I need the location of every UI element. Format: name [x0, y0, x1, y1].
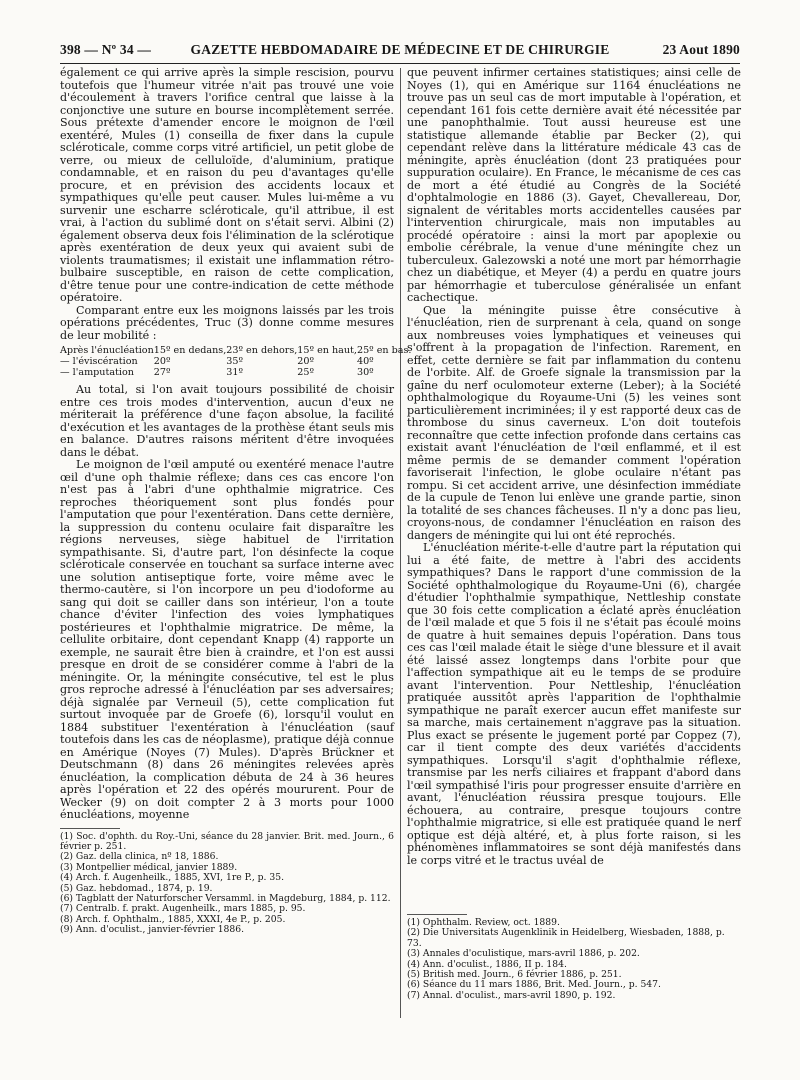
paragraph: Au total, si l'on avait toujours possibilité de choisir entre ces trois modes d'intervention, aucun d'eux ne mériterait la préférence d'une façon absolue, la facilité d'exécution et les avantages de la prothèse étant seuls mis en balance. D'autres raisons méritent d'être invoquées dans le débat. [60, 383, 394, 459]
footnote: (7) Annal. d'oculist., mars-avril 1890, p. 192. [407, 989, 616, 1001]
mobility-table [60, 345, 411, 378]
footnote: (7) Centralb. f. prakt. Augenheilk., mars 1885, p. 95. [60, 903, 306, 915]
table-cell: 40º [356, 356, 374, 367]
table-cell: 35º [226, 356, 244, 367]
table-cell: — l'amputation [60, 367, 134, 378]
footnote: (2) Gaz. della clinica, nº 18, 1886. [60, 851, 219, 863]
paragraph: Comparant entre eux les moignons laissés par les trois opérations précédentes, Truc (3) donne comme mesures de leur mobilité : [60, 303, 394, 342]
footnote-rule [60, 828, 120, 829]
footnotes [407, 918, 741, 1001]
table-cell: Après l'énucléation [60, 345, 154, 356]
header-rule [60, 63, 740, 64]
right-column [407, 67, 741, 867]
footnote: (4) Ann. d'oculist., 1886, II p. 184. [407, 958, 567, 970]
footnote: (1) Soc. d'ophth. du Roy.-Uni, séance du 28 janvier. Brit. med. Journ., 6 février p. 251. [60, 830, 394, 852]
paragraph: Le moignon de l'œil amputé ou exentéré menace l'autre œil d'une oph thalmie réflexe; dans ces cas encore l'on n'est pas à l'abri d'une ophthalmie migratrice. Ces reproches théoriquement sont plus fondés pour l'amputation que pour l'exentération. Dans cette dernière, la suppression du contenu oculaire fait disparaître les régions nerveuses, siège habituel de l'irritation sympathisante. Si, d'autre part, l'on désinfecte la coque scléroticale conservée en touchant sa surface interne avec une solution antiseptique forte, voire même avec le thermo-cautère, si l'on incorpore un peu d'iodoforme au sang qui doit se cailler dans son intérieur, l'on a toute chance d'éviter l'infection des voies lymphatiques postérieures et l'ophthalmie migratrice. De même, la cellulite orbitaire, dont cependant Knapp (4) rapporte un exemple, ne saurait être bien à craindre, et l'on est aussi presque en droit de se considérer comme à l'abri de la méningite. Or, la méningite consécutive, tel est le plus gros reproche adressé à l'énucléation par ses adversaires; déjà signalée par Verneuil (5), cette complication fut surtout invoquée par de Groefe (6), lorsqu'il voulut en 1884 substituer l'exentération à l'énucléation (sauf toutefois dans les cas de néoplasme), pratique déjà connue en Amérique (Noyes (7) Mules). D'après Brückner et Deutschmann (8) dans 26 méningites relevées après énucléation, la complication débuta de 24 à 36 heures après l'opération et 22 des opérés moururent. Pour de Wecker (9) on doit compter 2 à 3 morts pour 1000 énucléations, moyenne [60, 458, 394, 821]
table-cell: 20º [153, 356, 171, 367]
table-row [60, 345, 411, 356]
footnote: (3) Annales d'oculistique, mars-avril 1886, p. 202. [407, 948, 640, 960]
page-number: 398 — Nº 34 — [60, 42, 152, 57]
footnote: (5) Gaz. hebdomad., 1874, p. 19. [60, 882, 213, 894]
footnote-rule [407, 914, 467, 915]
table-row [60, 356, 411, 367]
running-header [60, 42, 740, 62]
paragraph: Que la méningite puisse être consécutive à l'énucléation, rien de surprenant à cela, quand on songe aux nombreuses voies lymphatiques et veineuses qui s'offrent à la propagation de l'infection. Rarement, en effet, cette dernière se fait par inflammation du contenu de l'orbite. Alf. de Groefe signale la transmission par la gaîne du nerf oculomoteur externe (Leber); à la Société ophthalmologique du Royaume-Uni (5) les veines sont particulièrement incriminées; il y est rapporté deux cas de thrombose du sinus caverneux. L'on doit toutefois reconnaître que cette infection profonde dans certains cas existait avant l'énucléation de l'œil enflammé, et il est même permis de se demander comment l'opération favoriserait l'infection, le globe oculaire n'étant pas rompu. Si cet accident arrive, une désinfection immédiate de la cupule de Tenon lui enlève une grande partie, sinon la totalité de ses chances fâcheuses. Il n'y a donc pas lieu, croyons-nous, de condamner l'énucléation en raison des dangers de méningite qui lui ont été reprochés. [407, 303, 741, 542]
issue-date: 23 Aout 1890 [662, 42, 740, 57]
footnote: (9) Ann. d'oculist., janvier-février 1886. [60, 924, 245, 936]
footnote: (8) Arch. f. Ophthalm., 1885, XXXI, 4e P., p. 205. [60, 913, 286, 925]
footnote: (6) Tagblatt der Naturforscher Versamml. in Magdeburg, 1884, p. 112. [60, 892, 391, 904]
table-cell: 30º [356, 367, 374, 378]
table-cell: 25º en bas. [356, 345, 412, 356]
left-column [60, 66, 412, 936]
journal-title: GAZETTE HEBDOMADAIRE DE MÉDECINE ET DE CHIRURGIE [190, 42, 610, 57]
column-divider [400, 68, 401, 1018]
paragraph: L'énucléation mérite-t-elle d'autre part la réputation qui lui a été faite, de mettre à l'abri des accidents sympathiques? Dans le rapport d'une commission de la Société ophthalmologique du Royaume-Uni (6), chargée d'étudier l'ophthalmie sympathique, Nettleship constate que 30 fois cette complication a éclaté après énucléation de l'œil malade et que 5 fois il ne s'était pas écoulé moins de quatre à huit semaines depuis l'opération. Dans tous ces cas l'œil malade était le siège d'une blessure et il avait été laissé assez longtemps dans l'orbite pour que l'affection sympathique ait eu le temps de se produire avant l'intervention. Pour Nettleship, l'énucléation pratiquée aussitôt après l'apparition de l'ophthalmie sympathique ne paraît exercer aucun effet manifeste sur sa marche, mais certainement n'aggrave pas la situation. Plus exact se présente le jugement porté par Coppez (7), car il tient compte des deux variétés d'accidents sympathiques. Lorsqu'il s'agit d'ophthalmie réflexe, transmise par les nerfs ciliaires et frappant d'abord dans l'œil sympathisé l'iris pour progresser ensuite d'arrière en avant, l'énucléation réussira presque toujours. Elle échouera, au contraire, presque toujours contre l'ophthalmie migratrice, si elle est pratiquée quand le nerf optique est déjà altéré, et, à plus forte raison, si les phénomènes inflammatoires se sont déjà manifestés dans le corps vitré et le tractus uvéal de [407, 541, 741, 867]
table-cell: 15º en dedans, [153, 345, 227, 356]
table-cell: 25º [297, 367, 315, 378]
footnotes [60, 832, 394, 936]
footnote: (5) British med. Journ., 6 février 1886, p. 251. [407, 969, 622, 981]
table-cell: 15º en haut, [297, 345, 357, 356]
footnote: (1) Ophthalm. Review, oct. 1889. [407, 917, 560, 928]
right-footnotes-block [407, 908, 741, 1001]
table-cell: 27º [153, 367, 171, 378]
table-cell: 31º [226, 367, 244, 378]
footnote: (4) Arch. f. Augenheilk., 1885, XVI, 1re P., p. 35. [60, 872, 285, 884]
footnote: (2) Die Universitats Augenklinik in Heidelberg, Wiesbaden, 1888, p. 73. [407, 927, 725, 949]
footnote: (6) Séance du 11 mars 1886, Brit. Med. Journ., p. 547. [407, 979, 661, 991]
table-row [60, 367, 411, 378]
footnote: (3) Montpellier médical, janvier 1889. [60, 861, 238, 873]
table-cell: 23º en dehors, [226, 345, 298, 356]
table-cell: — l'éviscération [60, 356, 138, 367]
paragraph: également ce qui arrive après la simple rescision, pourvu toutefois que l'humeur vitrée n'ait pas trouvé une voie d'écoulement à travers l'orifice central que laisse à la conjonctive une suture en bourse incomplètement serrée. Sous prétexte d'amender encore le moignon de l'œil exentéré, Mules (1) conseilla de fixer dans la cupule scléroticale, comme corps vitré artificiel, un petit globe de verre, ou mieux de celluloïde, d'aluminium, pratique condamnable, et en raison du peu d'avantages qu'elle procure, et en prévision des accidents locaux et sympathiques qu'elle peut causer. Mules lui-même a vu survenir une escharre scléroticale, qu'il attribue, il est vrai, à l'action du sublimé dont on s'était servi. Albini (2) également observa deux fois l'élimination de la sclérotique après exentération de deux yeux qui avaient subi de violents traumatismes; il existait une inflammation rétro-bulbaire susceptible, en raison de cette complication, d'être tenue pour une contre-indication de cette méthode opératoire. [60, 66, 394, 304]
table-cell: 20º [297, 356, 315, 367]
paragraph: que peuvent infirmer certaines statistiques; ainsi celle de Noyes (1), qui en Amérique sur 1164 énucléations ne trouve pas un seul cas de mort imputable à l'opération, et cependant 161 fois cette dernière avait été nécessitée par une panophthalmie. Tout aussi heureuse est une statistique allemande établie par Becker (2), qui cependant relève dans la littérature médicale 43 cas de méningite, après énucléation (dont 23 pratiquées pour suppuration oculaire). En France, le mécanisme de ces cas de mort a été étudié au Congrès de la Société d'ophtalmologie en 1886 (3). Gayet, Chevallereau, Dor, signalent de véritables morts accidentelles causées par l'intervention chirurgicale, mais non imputables au procédé opératoire : ainsi la mort par apoplexie ou embolie cérébrale, la venue d'une méningite chez un tuberculeux. Galezowski a noté une mort par hémorrhagie chez un diabétique, et Meyer (4) a perdu en quatre jours par hémorrhagie et tuberculose généralisée un enfant cachectique. [407, 66, 741, 304]
